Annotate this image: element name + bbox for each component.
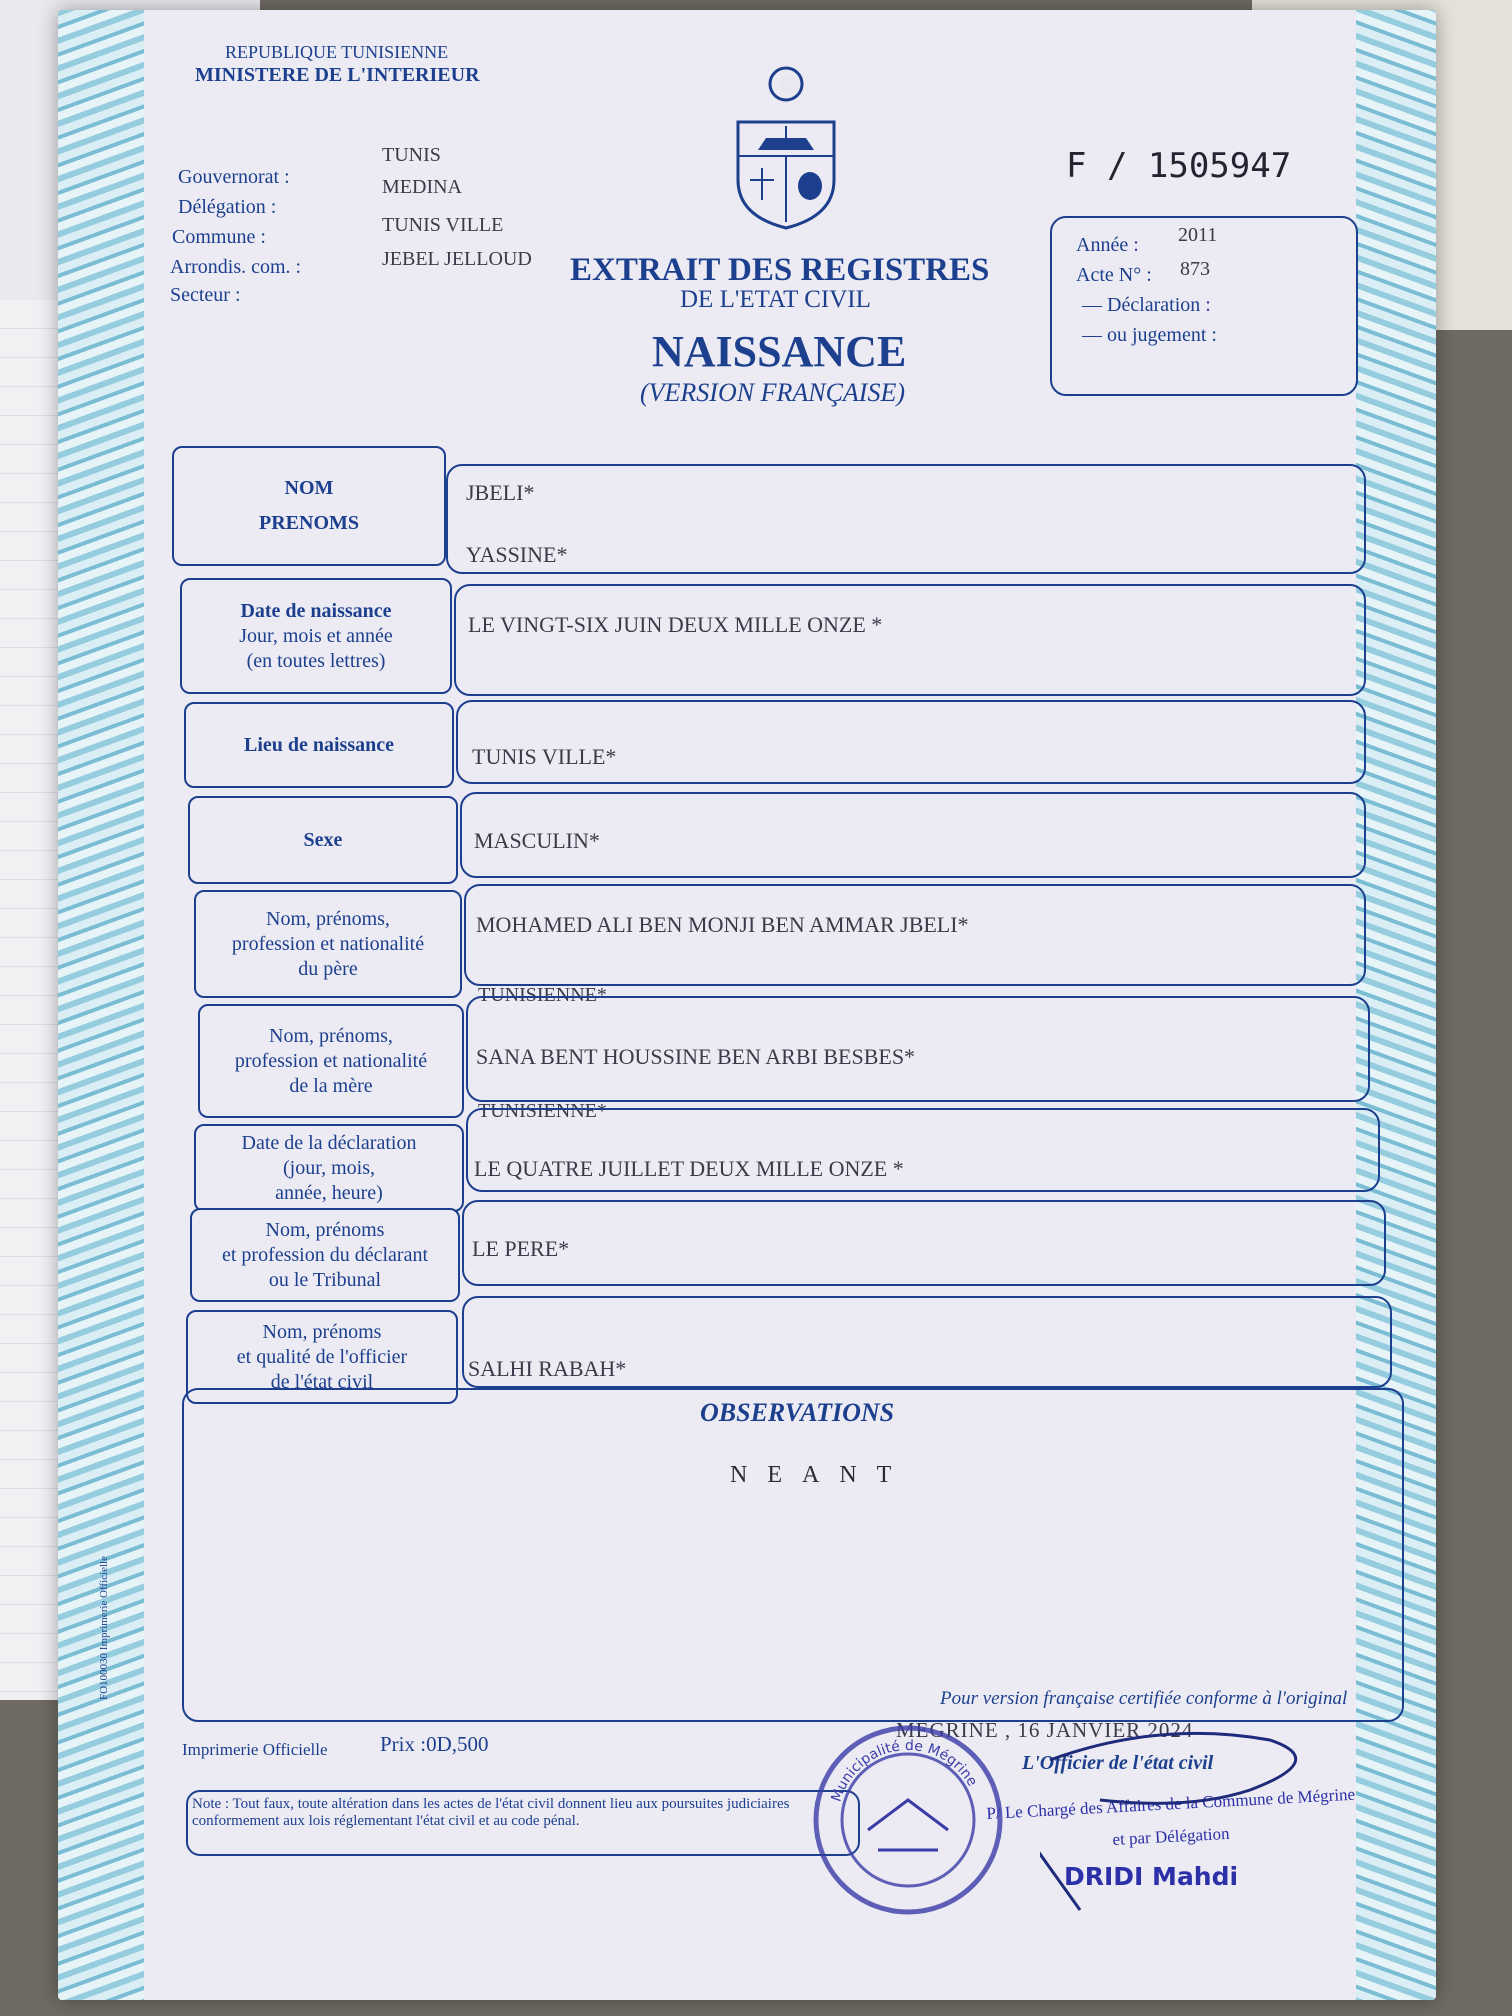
nom-label: NOM [284,477,334,499]
lieu-value: TUNIS VILLE* [472,744,617,769]
arrondissement-value: JEBEL JELLOUD [382,248,532,270]
officier-title: L'Officier de l'état civil [1022,1752,1214,1774]
pere-label2: profession et nationalité [231,932,425,955]
decorative-border-left [58,10,158,2000]
declaration-label3: année, heure) [275,1181,383,1204]
arrondissement-label: Arrondis. com. : [170,256,302,278]
officier-label1: Nom, prénoms [262,1320,382,1343]
date-naissance-label-box [180,578,452,694]
observations-title: OBSERVATIONS [700,1398,895,1427]
officier-label2: et qualité de l'officier [236,1345,408,1368]
lieu-value-box [456,700,1366,784]
nom-value: JBELI* [466,480,535,505]
prenoms-label: PRENOMS [259,512,359,534]
legal-note: Note : Tout faux, toute altération dans les actes de l'état civil donnent lieu aux poursuites judiciaires conformement aux lois réglementant l'état civil et au code pénal. [192,1796,790,1830]
acte-number-value: 873 [1180,258,1210,280]
pere-label1: Nom, prénoms, [266,907,390,930]
secteur-label: Secteur : [170,284,241,306]
date-naissance-label: Date de naissance [240,599,392,622]
gouvernorat-label: Gouvernorat : [178,166,290,188]
date-naissance-value-box [454,584,1366,696]
annee-label: Année : [1076,234,1139,256]
side-print-label: FO100030 Imprimerie Officielle [98,1556,110,1700]
sexe-label-box [188,796,458,884]
tunisia-coat-of-arms [734,60,838,232]
commune-value: TUNIS VILLE [382,214,504,236]
delegation-label: Délégation : [178,196,277,218]
delegation-label: et par Délégation [1112,1823,1230,1849]
mere-label2: profession et nationalité [234,1049,428,1072]
mere-label3: de la mère [289,1074,373,1097]
declarant-value: LE PERE* [472,1236,570,1261]
naissance-title: NAISSANCE [652,327,907,376]
charge-label: P/ Le Chargé des Affaires de la Commune de Mégrine [986,1784,1356,1823]
nom-prenoms-label-box [172,446,446,566]
observations-value: NEANT [730,1462,912,1488]
declarant-label-box [190,1208,460,1302]
version-label: (VERSION FRANÇAISE) [640,378,905,407]
signatory-name: DRIDI Mahdi [1064,1862,1239,1891]
place-date: MEGRINE , 16 JANVIER 2024 [896,1718,1194,1742]
handwritten-signature [1040,1700,1340,1950]
certified-text: Pour version française certifiée conforme à l'original [940,1688,1348,1709]
declaration-label2: (jour, mois, [283,1156,375,1179]
stamp-text: Municipalité de Mégrine [828,1737,981,1804]
annee-value: 2011 [1178,224,1218,246]
pere-label-box [194,890,462,998]
pere-nationalite: TUNISIENNE* [478,984,607,1006]
date-naissance-sublabel2: (en toutes lettres) [246,649,386,672]
certificate-number: F / 1505947 [1066,146,1292,186]
mere-label1: Nom, prénoms, [269,1024,393,1047]
mere-label-box [198,1004,464,1118]
pere-label3: du père [298,957,358,980]
sexe-label: Sexe [303,828,343,851]
gouvernorat-value: TUNIS [382,144,441,166]
declaration-label-box [194,1124,464,1212]
prenoms-value: YASSINE* [466,542,568,567]
jugement-label: — ou jugement : [1082,324,1217,346]
prix-label: Prix :0D,500 [380,1732,489,1756]
delegation-value: MEDINA [382,176,462,198]
acte-number-label: Acte N° : [1076,264,1152,286]
date-naissance-value: LE VINGT-SIX JUIN DEUX MILLE ONZE * [468,612,883,637]
commune-label: Commune : [172,226,266,248]
nom-prenoms-value-box [446,464,1366,574]
municipal-stamp [808,1720,1008,1920]
document-subtitle: DE L'ETAT CIVIL [680,286,871,313]
mere-nationalite: TUNISIENNE* [478,1100,607,1122]
pere-value: MOHAMED ALI BEN MONJI BEN AMMAR JBELI* [476,912,969,937]
declaration-label: — Déclaration : [1082,294,1211,316]
declaration-label1: Date de la déclaration [241,1131,417,1154]
declarant-label3: ou le Tribunal [268,1268,382,1291]
mere-value: SANA BENT HOUSSINE BEN ARBI BESBES* [476,1044,916,1069]
officier-value: SALHI RABAH* [468,1356,627,1381]
declarant-label2: et profession du déclarant [221,1243,429,1266]
republic-label: REPUBLIQUE TUNISIENNE [225,42,449,62]
lieu-label-box [184,702,454,788]
lieu-label: Lieu de naissance [243,733,395,756]
ministry-label: MINISTERE DE L'INTERIEUR [195,64,480,86]
declarant-label1: Nom, prénoms [265,1218,385,1241]
sexe-value: MASCULIN* [474,828,600,853]
officier-label3: de l'état civil [270,1370,374,1393]
date-naissance-sublabel1: Jour, mois et année [239,624,393,647]
observations-box [182,1388,1404,1722]
document-title: EXTRAIT DES REGISTRES [570,252,990,288]
imprimerie-label: Imprimerie Officielle [182,1740,328,1759]
declarant-value-box [462,1200,1386,1286]
declaration-value: LE QUATRE JUILLET DEUX MILLE ONZE * [474,1156,904,1181]
